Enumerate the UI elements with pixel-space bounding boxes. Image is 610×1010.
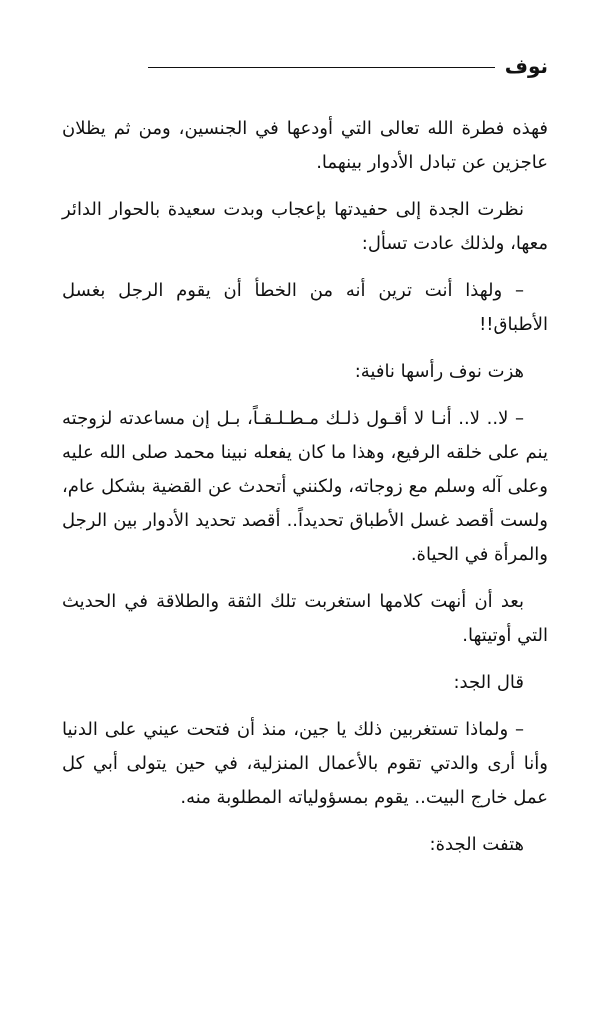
body-text — [62, 112, 548, 875]
paragraph: نظرت الجدة إلى حفيدتها بإعجاب وبدت سعيدة بالحوار الدائر معها، ولذلك عادت تسأل: — [62, 199, 548, 254]
chapter-title: نوف — [504, 54, 548, 78]
paragraph: هزت نوف رأسها نافية: — [354, 361, 524, 382]
paragraph: فهذه فطرة الله تعالى التي أودعها في الجنسين، ومن ثم يظلان عاجزين عن تبادل الأدوار بينهما. — [62, 118, 548, 173]
running-header — [148, 52, 548, 80]
dialogue-paragraph: – لا.. لا.. أنـا لا أقـول ذلـك مـطـلـقـاً، بـل إن مساعدته لزوجته ينم على خلقه الرفيع، وهذا ما كان يفعله نبينا محمد صلى الله عليه وعلى آله وسلم مع زوجاته، ولكنني أتحدث عن القضية بشكل عام، ولست أقصد غسل الأطباق تحديداً.. أقصد تحديد الأدوار بين الرجل والمرأة في الحياة. — [62, 408, 548, 565]
paragraph: بعد أن أنهت كلامها استغربت تلك الثقة والطلاقة في الحديث التي أوتيتها. — [62, 591, 548, 646]
paragraph: قال الجد: — [453, 672, 524, 693]
header-rule — [148, 67, 495, 68]
dialogue-paragraph: – ولماذا تستغربين ذلك يا جين، منذ أن فتحت عيني على الدنيا وأنا أرى والدتي تقوم بالأعمال المنزلية، في حين يتولى أبي كل عمل خارج البيت.. يقوم بمسؤولياته المطلوبة منه. — [62, 719, 548, 808]
dialogue-paragraph: – ولهذا أنت ترين أنه من الخطأ أن يقوم الرجل بغسل الأطباق!! — [62, 280, 548, 335]
paragraph: هتفت الجدة: — [429, 834, 524, 855]
